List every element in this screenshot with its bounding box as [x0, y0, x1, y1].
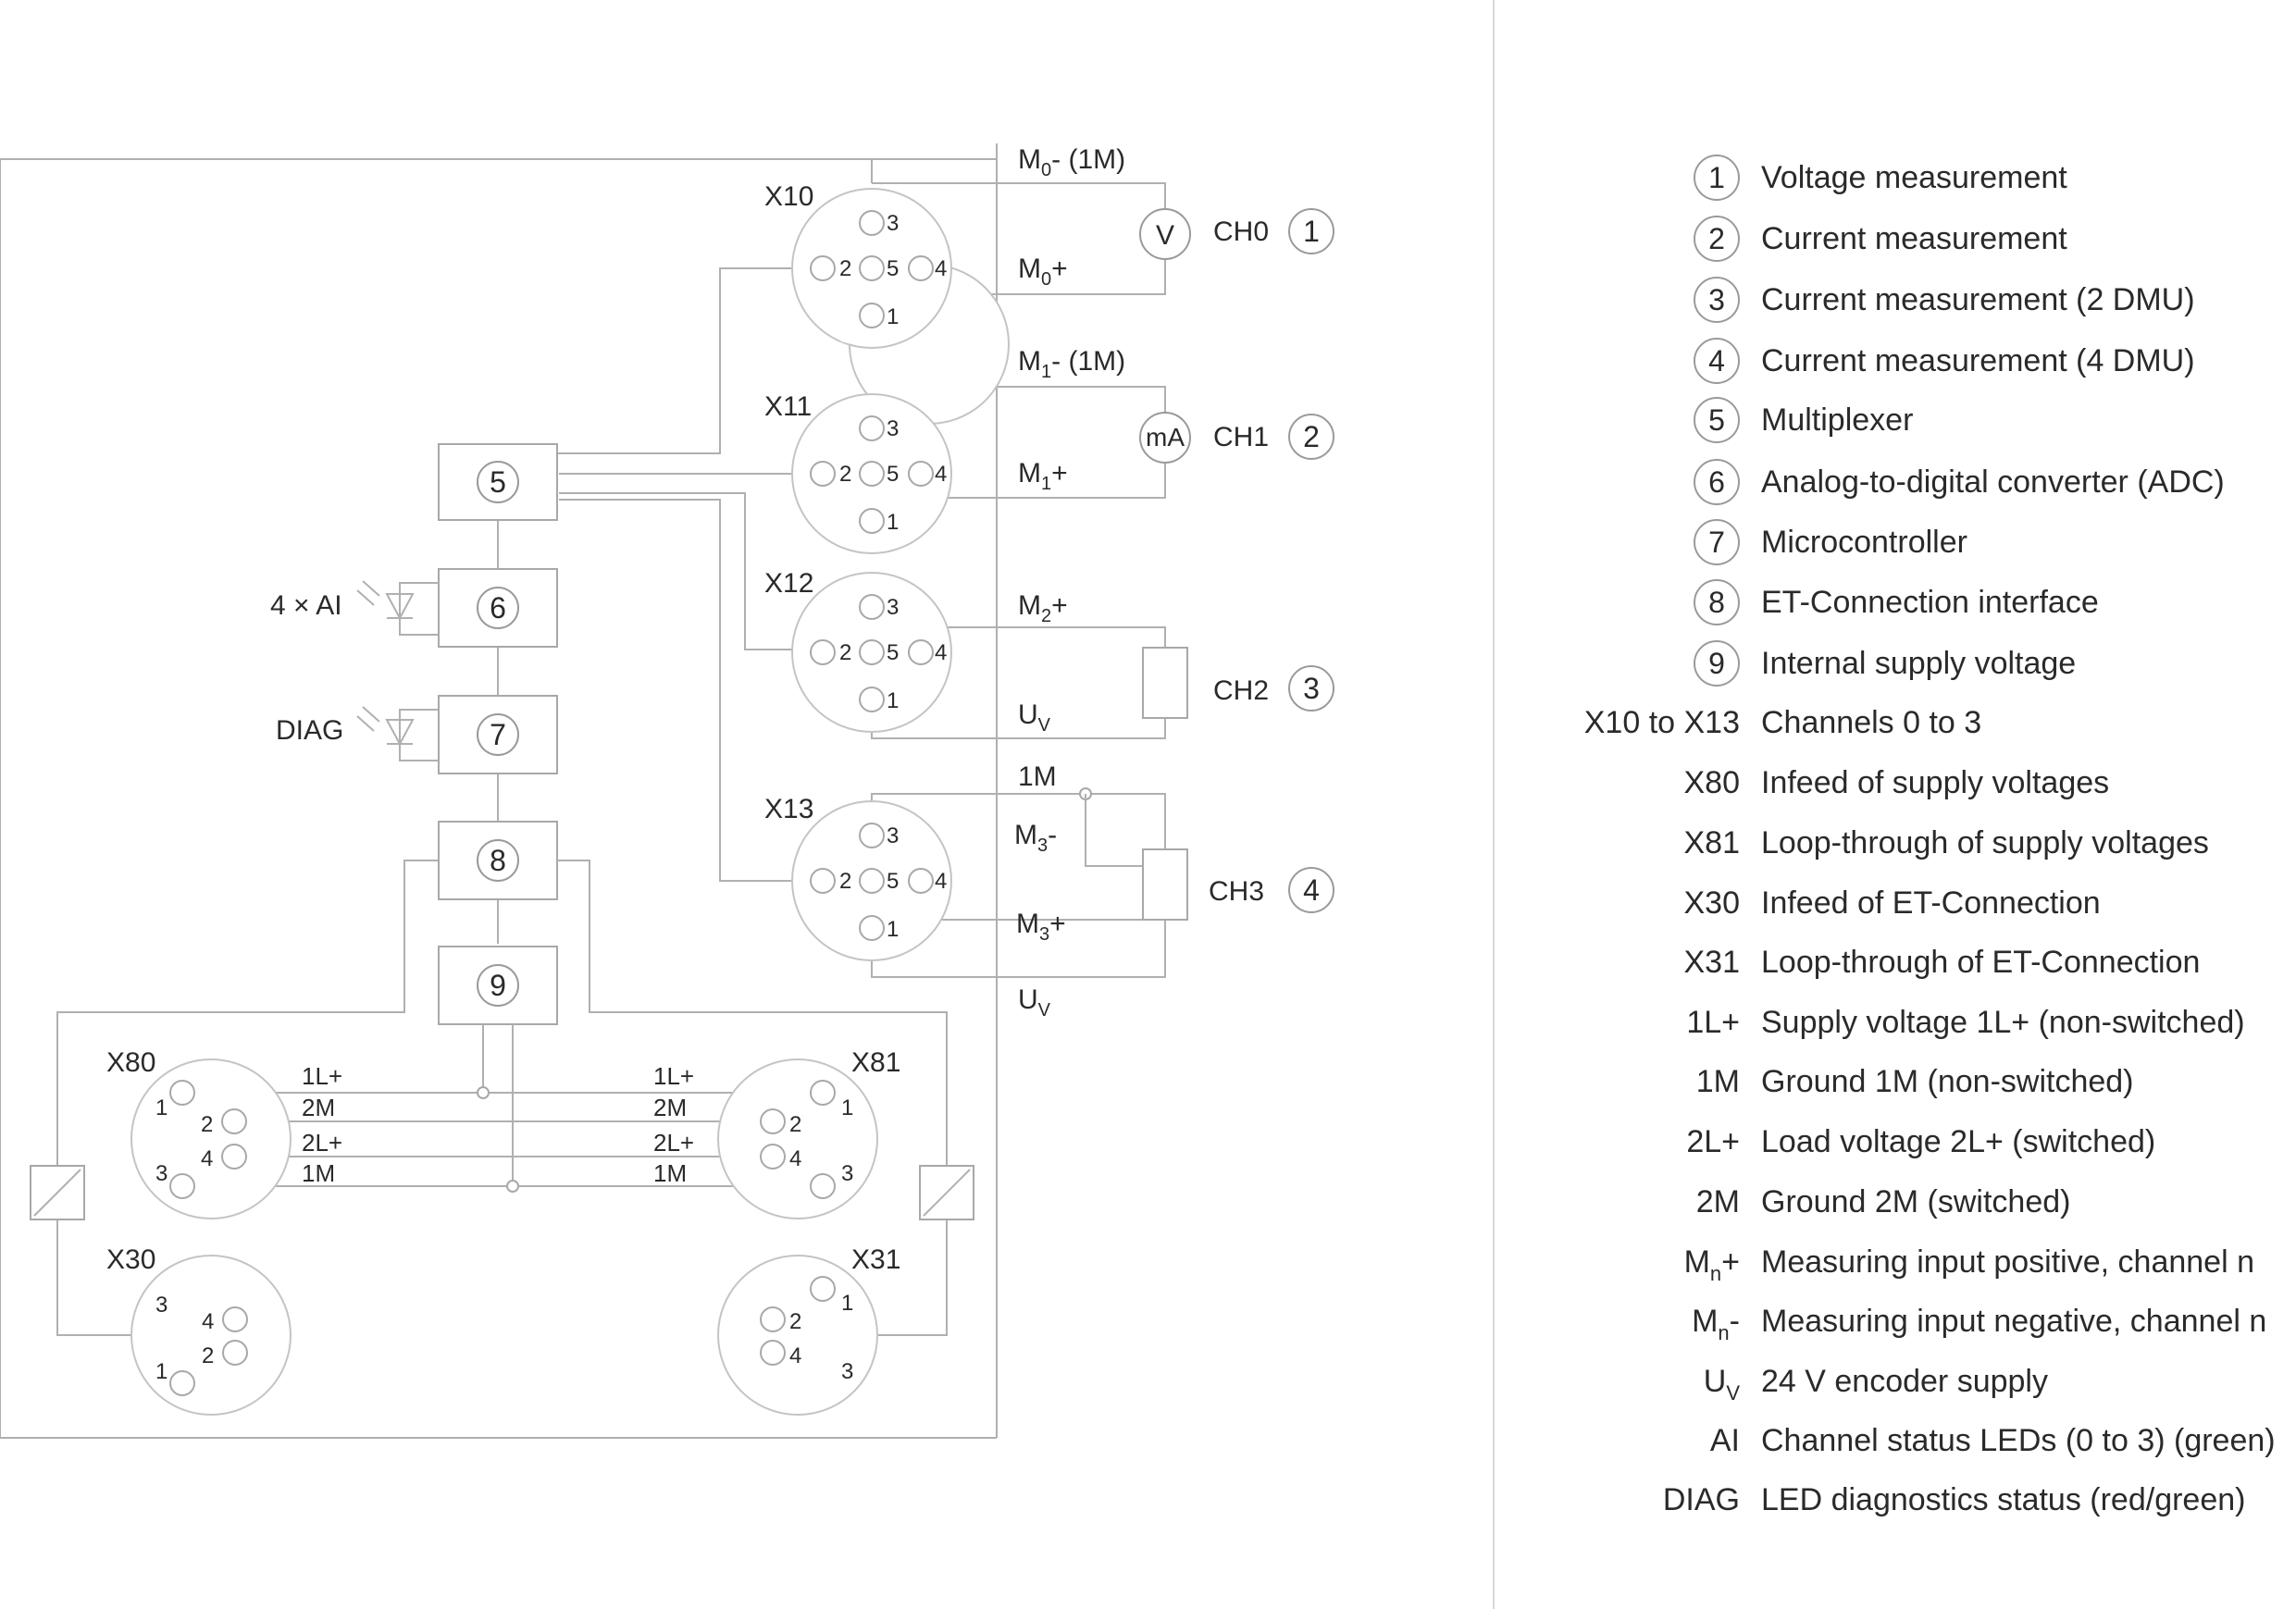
x11-label: X11	[764, 391, 813, 422]
legend-key: X30	[1683, 885, 1740, 921]
pin-label: 5	[887, 869, 900, 894]
block-number: 9	[490, 969, 506, 1002]
pin-label: 3	[887, 211, 900, 236]
legend-item	[1710, 1423, 2276, 1458]
legend-item	[1684, 825, 2209, 860]
legend-item	[1694, 217, 2067, 261]
legend-item	[1694, 520, 1967, 564]
legend-key: 9	[1708, 647, 1725, 680]
pin-label: 3	[841, 1161, 854, 1186]
signal-uv-ch3: $U_V$	[1018, 984, 1051, 1021]
block-number: 6	[490, 591, 506, 625]
callout-2	[1289, 415, 1334, 459]
x31-label: X31	[851, 1244, 901, 1275]
bus-label-1lplus-left: 1L+	[302, 1062, 343, 1090]
legend-key: 3	[1708, 283, 1725, 316]
pin-label: 2	[789, 1112, 802, 1137]
channel-label-ch2: CH2	[1213, 675, 1270, 706]
callout-4	[1289, 868, 1334, 912]
legend-text: Infeed of ET-Connection	[1761, 885, 2101, 921]
pin-label: 4	[789, 1146, 802, 1171]
legend-item	[1686, 1124, 2155, 1159]
block-number: 7	[490, 718, 506, 751]
legend-text: Supply voltage 1L+ (non-switched)	[1761, 1005, 2245, 1040]
pin-label: 3	[155, 1161, 168, 1186]
pin-label: 4	[935, 869, 948, 894]
voltmeter-label: V	[1155, 220, 1175, 251]
pin-label: 2	[202, 1343, 215, 1368]
channel-label-ch3: CH3	[1209, 876, 1265, 907]
pin-label: 3	[841, 1359, 854, 1384]
legend-key: 4	[1708, 344, 1725, 377]
legend-item	[1684, 945, 2201, 980]
bus-label-2lplus-left: 2L+	[302, 1129, 343, 1157]
legend-key: X10 to X13	[1583, 705, 1740, 740]
signal-m1-neg: $M_1-$ (1M)	[1018, 346, 1126, 382]
signal-uv-ch2: $U_V$	[1018, 699, 1051, 736]
legend-item	[1694, 339, 2195, 383]
legend-text: 24 V encoder supply	[1761, 1364, 2048, 1399]
ammeter-label: mA	[1146, 423, 1185, 452]
bus-label-2m-left: 2M	[302, 1094, 336, 1121]
pin-label: 3	[887, 823, 900, 848]
callout-3	[1289, 666, 1334, 711]
x12-label: X12	[764, 568, 814, 599]
callout-1	[1289, 209, 1334, 254]
block-number: 5	[490, 465, 506, 499]
bus-label-1lplus-right: 1L+	[653, 1062, 695, 1090]
legend-text: Internal supply voltage	[1761, 646, 2077, 681]
legend-text: Analog-to-digital converter (ADC)	[1761, 464, 2225, 500]
pin-label: 4	[935, 256, 948, 281]
legend-key: $U_V$	[1703, 1364, 1740, 1405]
legend-key: 5	[1708, 403, 1725, 437]
legend-text: ET-Connection interface	[1761, 585, 2099, 620]
legend-key: X31	[1683, 945, 1740, 980]
signal-m0-neg: $M_0-$ (1M)	[1018, 144, 1126, 180]
legend-key: 2	[1708, 222, 1725, 255]
legend-item	[1692, 1304, 2266, 1344]
legend-key: X81	[1683, 825, 1740, 860]
signal-m0-pos: $M_0+$	[1018, 254, 1068, 290]
connector-x13	[792, 801, 951, 960]
signal-m2-pos: $M_2+$	[1018, 590, 1068, 626]
pin-label: 3	[887, 416, 900, 441]
diag-led-label: DIAG	[276, 715, 344, 746]
signal-m3-pos: $M_3+$	[1016, 909, 1066, 945]
pin-label: 1	[155, 1359, 168, 1384]
legend-text: Microcontroller	[1761, 525, 1967, 560]
legend-item	[1584, 705, 1981, 740]
diag-led-symbol	[357, 707, 439, 761]
callout-number: 4	[1303, 873, 1320, 907]
pin-label: 5	[887, 462, 900, 487]
bus-label-2lplus-right: 2L+	[653, 1129, 695, 1157]
connector-x31	[718, 1256, 877, 1415]
pin-label: 4	[202, 1309, 215, 1334]
legend-item	[1663, 1482, 2246, 1517]
block-number: 8	[490, 844, 506, 877]
pin-label: 1	[841, 1095, 854, 1120]
legend-key: 6	[1708, 465, 1725, 499]
legend-key: 1	[1708, 161, 1725, 194]
pin-label: 1	[887, 688, 900, 713]
legend-text: Current measurement (2 DMU)	[1761, 282, 2195, 317]
bus-label-1m-left: 1M	[302, 1159, 336, 1187]
legend-item	[1684, 765, 2110, 800]
legend-key: $M_n+$	[1683, 1244, 1740, 1285]
legend-item	[1696, 1064, 2134, 1099]
pin-label: 2	[201, 1112, 214, 1137]
legend-key: 2L+	[1686, 1124, 1740, 1159]
block-6	[439, 569, 557, 647]
legend-key: DIAG	[1662, 1482, 1740, 1517]
isolation-right	[920, 1166, 974, 1219]
callout-number: 3	[1303, 672, 1320, 705]
x13-label: X13	[764, 794, 814, 824]
legend-text: Ground 1M (non-switched)	[1761, 1064, 2134, 1099]
legend-text: Load voltage 2L+ (switched)	[1761, 1124, 2156, 1159]
legend-text: Ground 2M (switched)	[1761, 1184, 2071, 1219]
block-8	[439, 822, 557, 899]
signal-m1-pos: $M_1+$	[1018, 458, 1068, 494]
channel-label-ch0: CH0	[1213, 217, 1270, 247]
legend-text: Current measurement	[1761, 221, 2067, 256]
pin-label: 1	[887, 304, 900, 329]
legend-text: Multiplexer	[1761, 402, 1914, 438]
legend-text: Current measurement (4 DMU)	[1761, 343, 2195, 378]
legend-item	[1686, 1005, 2244, 1040]
pin-label: 4	[789, 1343, 802, 1368]
signal-1m-ch3: 1M	[1018, 761, 1057, 792]
pin-label: 2	[789, 1309, 802, 1334]
pin-label: 4	[201, 1146, 214, 1171]
callout-number: 1	[1303, 215, 1320, 248]
connector-x30	[131, 1256, 291, 1415]
bus-label-1m-right: 1M	[653, 1159, 688, 1187]
pin-label: 4	[935, 462, 948, 487]
bus-label-2m-right: 2M	[653, 1094, 688, 1121]
pin-label: 1	[887, 917, 900, 942]
legend-item	[1694, 278, 2195, 322]
ai-led-symbol	[357, 581, 439, 635]
legend-key: X80	[1683, 765, 1740, 800]
legend-item	[1694, 641, 2076, 686]
legend-text: Measuring input negative, channel n	[1761, 1304, 2267, 1339]
pin-label: 3	[155, 1293, 168, 1318]
pin-label: 4	[935, 640, 948, 665]
legend-key: $M_n-$	[1692, 1304, 1740, 1344]
pin-label: 2	[839, 640, 852, 665]
legend-item	[1694, 580, 2099, 625]
legend-item	[1694, 460, 2225, 504]
connector-x10	[792, 189, 1009, 424]
legend	[1584, 155, 2276, 1517]
connector-x80	[131, 1059, 291, 1219]
pin-label: 3	[887, 595, 900, 620]
x30-label: X30	[106, 1244, 156, 1275]
legend-key: 8	[1708, 586, 1725, 619]
legend-text: LED diagnostics status (red/green)	[1761, 1482, 2246, 1517]
legend-text: Voltage measurement	[1761, 160, 2067, 195]
legend-item	[1684, 1244, 2254, 1285]
ai-led-label: 4 × AI	[270, 590, 342, 621]
signal-m3-neg: $M_3-$	[1014, 820, 1058, 856]
x80-label: X80	[106, 1047, 156, 1078]
legend-key: 1L+	[1686, 1005, 1740, 1040]
legend-text: Loop-through of ET-Connection	[1761, 945, 2201, 980]
pin-label: 5	[887, 640, 900, 665]
legend-text: Channels 0 to 3	[1761, 705, 1982, 740]
block-5	[439, 444, 557, 520]
pin-label: 2	[839, 462, 852, 487]
pin-label: 5	[887, 256, 900, 281]
channel-label-ch1: CH1	[1213, 422, 1270, 452]
pin-label: 1	[887, 510, 900, 535]
legend-text: Infeed of supply voltages	[1761, 765, 2110, 800]
callout-number: 2	[1303, 420, 1320, 453]
legend-key: AI	[1709, 1423, 1740, 1458]
pin-label: 1	[155, 1095, 168, 1120]
block-9	[439, 947, 557, 1024]
connector-x11	[792, 394, 951, 553]
x81-label: X81	[851, 1047, 901, 1078]
isolation-left	[31, 1166, 84, 1219]
pin-label: 2	[839, 256, 852, 281]
pin-label: 1	[841, 1291, 854, 1316]
legend-item	[1694, 155, 2067, 200]
legend-text: Loop-through of supply voltages	[1761, 825, 2209, 860]
legend-text: Measuring input positive, channel n	[1761, 1244, 2254, 1280]
block-7	[439, 696, 557, 774]
connector-x12	[792, 573, 951, 732]
legend-item	[1696, 1184, 2071, 1219]
legend-text: Channel status LEDs (0 to 3) (green)	[1761, 1423, 2276, 1458]
legend-key: 2M	[1695, 1184, 1740, 1219]
connector-x81	[718, 1059, 877, 1219]
legend-key: 7	[1708, 526, 1725, 559]
legend-item	[1704, 1364, 2048, 1405]
legend-item	[1694, 398, 1913, 442]
pin-label: 2	[839, 869, 852, 894]
legend-key: 1M	[1695, 1064, 1740, 1099]
legend-item	[1684, 885, 2101, 921]
x10-label: X10	[764, 181, 814, 212]
